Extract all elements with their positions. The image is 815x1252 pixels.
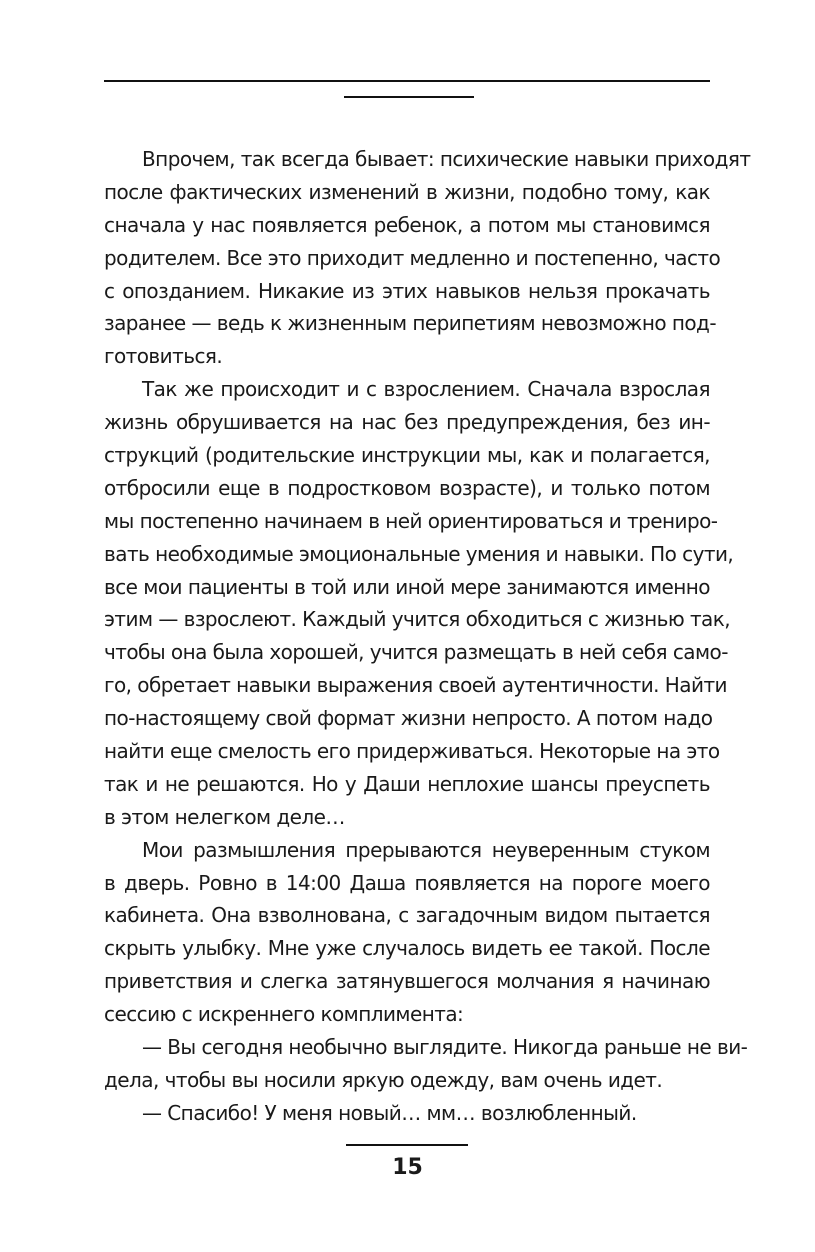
page-number: 15 [392, 1155, 423, 1180]
text-line: отбросили еще в подростковом возрасте), и только потом [104, 475, 710, 500]
text-line: — Вы сегодня необычно выглядите. Никогда раньше не ви- [142, 1035, 748, 1060]
bottom-rule [346, 1144, 468, 1146]
text-line: готовиться. [104, 344, 223, 369]
paragraph [104, 143, 751, 373]
text-line: сессию с искреннего комплимента: [104, 1002, 464, 1027]
text-line: по-настоящему свой формат жизни непросто. А потом надо [104, 706, 713, 731]
text-line: приветствия и слегка затянувшегося молчания я начинаю [104, 969, 710, 994]
text-line: жизнь обрушивается на нас без предупреждения, без ин- [104, 410, 710, 435]
text-line: в этом нелегком деле… [104, 804, 345, 829]
text-line: мы постепенно начинаем в ней ориентироваться и трениро- [104, 508, 718, 533]
text-line: заранее — ведь к жизненным перипетиям невозможно под- [104, 311, 717, 336]
text-line: этим — взрослеют. Каждый учится обходиться с жизнью так, [104, 607, 731, 632]
paragraph [104, 1097, 710, 1130]
text-line: вать необходимые эмоциональные умения и навыки. По сути, [104, 541, 734, 566]
text-line: — Спасибо! У меня новый… мм… возлюбленный. [142, 1100, 637, 1125]
text-line: скрыть улыбку. Мне уже случалось видеть ее такой. После [104, 936, 710, 961]
text-line: струкций (родительские инструкции мы, как и полагается, [104, 443, 710, 468]
top-rule-short [344, 96, 474, 98]
top-rule [104, 80, 710, 82]
text-line: так и не решаются. Но у Даши неплохие шансы преуспеть [104, 771, 710, 796]
text-line: чтобы она была хорошей, учится размещать в ней себя само- [104, 640, 728, 665]
text-line: с опозданием. Никакие из этих навыков нельзя прокачать [104, 278, 710, 303]
text-line: все мои пациенты в той или иной мере занимаются именно [104, 574, 710, 599]
paragraph [104, 834, 710, 1031]
paragraph [104, 373, 734, 833]
text-line: Впрочем, так всегда бывает: психические навыки приходят [142, 147, 751, 171]
text-line: найти еще смелость его придерживаться. Некоторые на это [104, 739, 720, 764]
text-line: кабинета. Она взволнована, с загадочным видом пытается [104, 903, 710, 928]
text-line: в дверь. Ровно в 14:00 Даша появляется на пороге моего [104, 870, 710, 895]
text-line: Мои размышления прерываются неуверенным стуком [142, 837, 710, 862]
text-line: го, обретает навыки выражения своей аутентичности. Найти [104, 673, 727, 698]
text-line: родителем. Все это приходит медленно и постепенно, часто [104, 245, 721, 270]
text-line: сначала у нас появляется ребенок, а потом мы становимся [104, 212, 710, 237]
paragraph [104, 1031, 748, 1097]
text-line: после фактических изменений в жизни, подобно тому, как [104, 179, 710, 204]
text-line: дела, чтобы вы носили яркую одежду, вам очень идет. [104, 1067, 663, 1092]
body-text [104, 143, 751, 1130]
text-line: Так же происходит и с взрослением. Сначала взрослая [142, 377, 710, 402]
